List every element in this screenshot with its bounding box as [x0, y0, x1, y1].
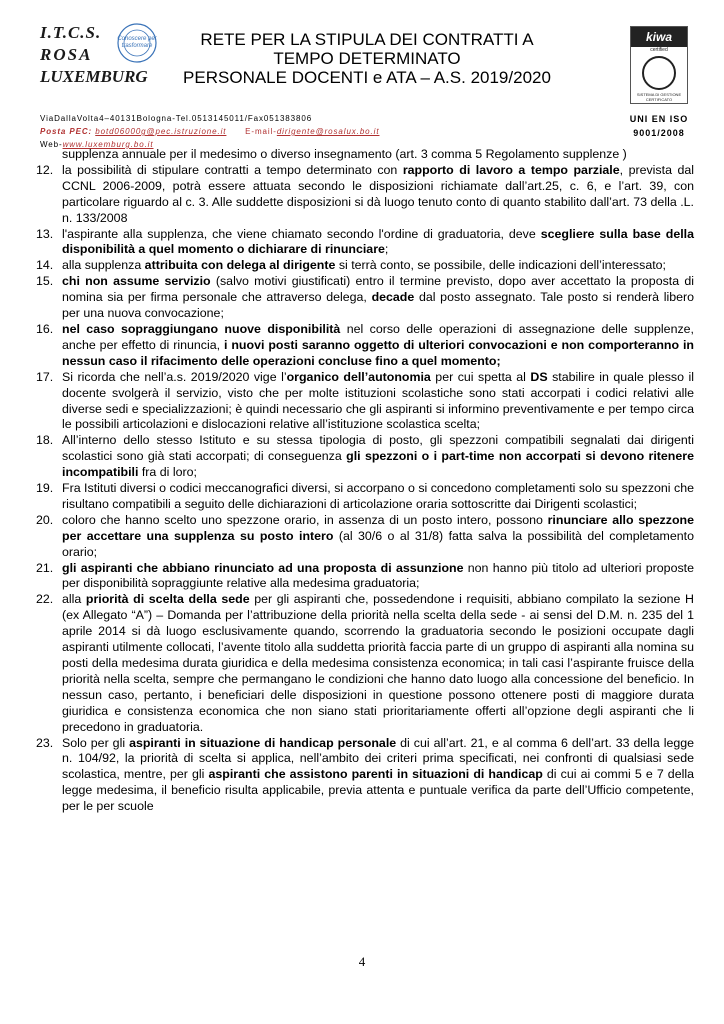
list-item [36, 512, 694, 561]
text: All’interno dello stesso Istituto e su stessa tipologia di posto, gli spezzoni compatibili segnalati dai dirigenti scolastici sono già stati accorpati; di conseguenza [62, 433, 694, 464]
kiwa-system-label: SISTEMA DI GESTIONE CERTIFICATO [636, 92, 682, 102]
bold-text: nel caso sopraggiungano nuove disponibilità [62, 321, 341, 336]
text: ; [384, 242, 389, 257]
bold-text: priorità di scelta della sede [85, 592, 250, 607]
contact-block [40, 112, 600, 151]
list-item [36, 226, 694, 259]
text: alla supplenza [62, 258, 145, 273]
bold-text: i nuovi posti saranno oggetto di ulteriori convocazioni e non comporteranno in nessun caso il rifacimento delle operazioni concluse fino a quel momento; [62, 337, 694, 368]
list-item-number: 18. [36, 433, 54, 448]
text: Fra Istituti diversi o codici meccanografici diversi, si accorpano o si concedono completamenti solo su spezzoni che risultano compatibili a seguito delle dichiarazioni di articolazione oraria sottoscritte dai Dirigenti scolastici; [62, 481, 694, 511]
bold-text: scegliere sulla base della disponibilità a quel momento o dichiarare di rinunciare [62, 226, 694, 257]
title-line-1: RETE PER LA STIPULA DEI CONTRATTI A [200, 30, 534, 49]
list-item-number: 15. [36, 274, 54, 289]
list-item-number: 19. [36, 481, 54, 496]
list-item-number: 14. [36, 258, 54, 273]
document-body [36, 147, 695, 815]
address-line: ViaDallaVolta4–40131Bologna-Tel.0513145011/Fax051383806 [40, 114, 313, 123]
text: alla [62, 592, 86, 607]
list-item-number: 23. [36, 735, 54, 750]
text: Solo per gli [62, 735, 130, 750]
list-item [36, 592, 694, 735]
list-item [36, 481, 694, 513]
bold-text: chi non assume servizio [62, 274, 211, 289]
list-item-number: 21. [36, 560, 54, 575]
list-item [36, 162, 694, 227]
list-item [36, 369, 694, 434]
logo-line-3: LUXEMBURG [40, 67, 148, 86]
list-item-number: 16. [36, 321, 54, 336]
text: per gli aspiranti che, possedendone i requisiti, abbiano compilato la sezione H (ex Allegato “A”) – Domanda per l’attribuzione della priorità nella scelta della sede - ai sensi del D.M. n. 235 del 1 aprile 2014 si dà luogo esclusivamente quando, scorrendo la graduatoria secondo le posizioni occupate dagli aspiranti utilmente collocati, l’avente titolo alla suddetta priorità faccia parte di un gruppo di aspiranti alla nomina su posti della medesima durata giuridica e della medesima consistenza economica; in tali casi l’aspirante fruisce della priorità nella scelta, sempre che permangano le condizioni che hanno dato luogo alla concessione del beneficio. In nessun caso, pertanto, i beneficiari delle disposizioni in questione possono ottenere posti di maggiore durata giuridica e consistenza economica che non siano stati prioritariamente offerti all’opzione degli aspiranti che li precedono in graduatoria. [62, 592, 694, 734]
list-item [36, 735, 695, 816]
title-line-3: PERSONALE DOCENTI e ATA – A.S. 2019/2020 [183, 68, 551, 87]
text: coloro che hanno scelto uno spezzone orario, in assenza di un posto intero, possono [62, 512, 548, 527]
list-item [36, 433, 694, 481]
text: Si ricorda che nell’a.s. 2019/2020 vige l’ [62, 369, 287, 384]
list-item-number: 13. [36, 226, 54, 241]
kiwa-certification-logo [630, 26, 688, 104]
title-line-2: TEMPO DETERMINATO [273, 49, 461, 68]
seal-icon [116, 22, 158, 64]
list-item-number: 12. [36, 162, 54, 177]
text: di cui all’art. 21, e al comma 6 dell’art. 33 della legge n. 104/92, la priorità di scelta si applica, nell’ambito dei criteri prima specificati, nei confronti di qualsiasi sede scolastica, mentre, per gli [62, 735, 695, 782]
list-item-number: 22. [36, 592, 54, 607]
logo-line-1: I.T.C.S. [40, 23, 102, 42]
list-item [36, 258, 694, 274]
text: si terrà conto, se possibile, delle indicazioni dell’interessato; [335, 258, 666, 273]
page-title [172, 30, 562, 87]
text: stabilire in quale plesso il docente svolgerà il servizio, visto che per molte istituzioni scolastiche sono stati accorpati i codici relativi alle diverse sedi e specializzazioni; è quindi necessario che gli aspiranti si informino preventivamente e per tempo circa le possibili articolazioni e dislocazioni relative all’istituzione scolastica scelta; [62, 369, 694, 432]
pec-label: Posta PEC: [40, 127, 93, 136]
uni-line-1: UNI EN ISO [629, 114, 689, 124]
continued-paragraph: supplenza annuale per il medesimo o diverso insegnamento (art. 3 comma 5 Regolamento supplenze ) [62, 147, 627, 161]
web-link[interactable]: www.luxemburg.bo.it [62, 140, 154, 149]
text: , prevista dal CCNL 2006-2009, potrà essere attuata secondo le disposizioni richiamate dall’art.25, c. 6, e l’art. 39, con particolare riguardo al c. 3. Alle suddette disposizioni si dà luogo tenuto conto di quanto stabilito dall’art. 73 della .L. n. 133/2008 [62, 162, 694, 225]
list-item [36, 560, 694, 593]
text: per cui spetta al [430, 369, 531, 384]
email-link[interactable]: dirigente@rosalux.bo.it [276, 127, 380, 136]
list-item [36, 274, 694, 322]
bold-text: decade [371, 290, 415, 305]
pec-email-line [40, 125, 600, 138]
bold-text: organico dell’autonomia [286, 369, 431, 384]
bold-text: gli aspiranti che abbiano rinunciato ad una proposta di assunzione [62, 560, 464, 575]
text: fra di loro; [138, 465, 197, 480]
text: non hanno più titolo ad ulteriori proposte per disponibilità sopraggiunte relative alla medesima graduatoria; [62, 560, 694, 591]
school-logo [40, 22, 158, 100]
logo-line-2: ROSA [40, 45, 93, 64]
numbered-list [36, 162, 695, 815]
uni-line-2: 9001/2008 [633, 128, 685, 138]
text: la possibilità di stipulare contratti a tempo determinato con [62, 162, 403, 177]
list-item-number: 20. [36, 512, 54, 527]
kiwa-certified-label: certified [650, 47, 668, 53]
email-label: E-mail- [245, 127, 277, 136]
bold-text: aspiranti che assistono parenti in situazioni di handicap [208, 767, 543, 782]
pec-link[interactable]: botd06000g@pec.istruzione.it [95, 127, 227, 136]
bold-text: rapporto di lavoro a tempo parziale [402, 162, 620, 177]
bold-text: gli spezzoni o i part-time non accorpati si devono ritenere incompatibili [62, 449, 694, 480]
bold-text: DS [530, 369, 548, 384]
text: nel corso delle operazioni di assegnazione delle supplenze, anche per effetto di rinuncia, [62, 321, 694, 352]
list-item-number: 17. [36, 369, 54, 384]
bold-text: rinunciare allo spezzone per accettare una supplenza su posto intero [62, 512, 694, 543]
text: (salvo motivi giustificati) entro il termine previsto, dopo aver accettato la proposta di nomina sia per firma personale che attraverso delega, [62, 274, 694, 305]
list-item [36, 321, 694, 370]
text: l'aspirante alla supplenza, che viene chiamato secondo l'ordine di graduatoria, deve [62, 226, 541, 241]
bold-text: attribuita con delega al dirigente [144, 258, 336, 273]
page-number: 4 [358, 954, 366, 969]
text: di cui ai commi 5 e 7 della legge medesima, il beneficio risulta applicabile, previa attenta e puntuale verifica da parte dell’Ufficio competente, per le per scuole [62, 767, 694, 814]
bold-text: aspiranti in situazione di handicap personale [129, 735, 397, 750]
web-label: Web- [40, 140, 63, 149]
kiwa-emblem-icon [642, 56, 676, 90]
uni-iso-label [612, 112, 706, 140]
kiwa-brand: kiwa [631, 27, 687, 47]
text: (al 30/6 o al 31/8) fatta salva la possibilità del completamento orario; [62, 528, 694, 559]
text: dal posto assegnato. Tale posto si renderà libero per una nuova convocazione; [62, 290, 694, 321]
seal-text: Conoscere per trasformare [117, 36, 157, 49]
